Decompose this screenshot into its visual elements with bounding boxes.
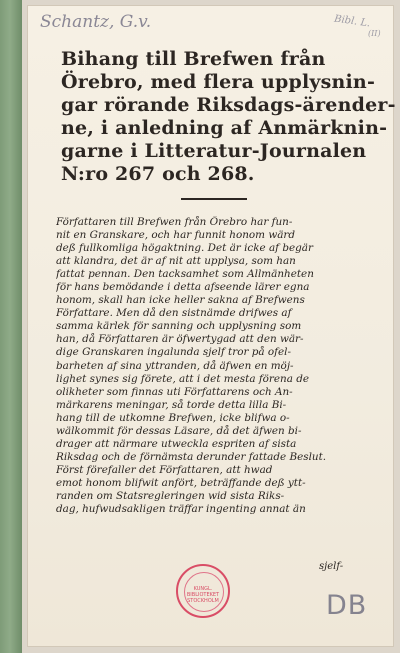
body-line: Författaren till Brefwen från Örebro har fun-	[56, 216, 293, 228]
body-line: Författare. Men då den sistnämde drifwes af	[56, 307, 292, 320]
handwritten-library-note: Bibl. L.	[333, 13, 371, 30]
handwritten-author-note: Schantz, G.v.	[40, 12, 152, 32]
title-line: ne, i anledning af Anmärknin-	[61, 117, 388, 139]
title-line: N:ro 267 och 268.	[61, 163, 255, 185]
body-line: märkarens meningar, så torde detta lilla Bi-	[56, 398, 287, 411]
body-line: honom, skall han icke heller sakna af Brefwens	[56, 294, 305, 307]
body-line: barheten af sina yttranden, då äfwen en möj-	[56, 359, 294, 372]
library-stamp-text: KUNGL. BIBLIOTEKET STOCKHOLM	[186, 586, 220, 604]
body-line: emot honom blifwit anfört, beträffande deß ytt-	[56, 476, 306, 489]
title-line: garne i Litteratur-Journalen	[61, 140, 367, 162]
title-line: gar rörande Riksdags-ärender-	[61, 94, 396, 116]
document-page	[22, 0, 400, 653]
body-line: dag, hufwudsakligen träffar ingenting annat än	[56, 503, 306, 516]
printed-sheet	[28, 6, 396, 646]
body-line: nit en Granskare, och har funnit honom wärd	[56, 229, 296, 242]
body-line: deß fullkomliga högaktning. Det är icke af begär	[56, 242, 313, 255]
body-line: drager att närmare utweckla espriten af sista	[56, 437, 297, 450]
body-line: olikheter som finnas uti Författarens och An-	[56, 385, 293, 398]
body-line: wälkommit för dessas Läsare, då det äfwen bi-	[56, 424, 302, 437]
body-line: samma kärlek för sanning och upplysning som	[56, 320, 302, 333]
body-line: för hans bemödande i detta afseende lärer egna	[56, 281, 310, 294]
title-line: Bihang till Brefwen från	[61, 48, 326, 70]
title-separator-rule	[181, 198, 247, 200]
body-line: fattat pennan. Den tacksamhet som Allmänheten	[56, 268, 314, 281]
handwritten-shelfmark: DB	[326, 590, 368, 621]
title-line: Örebro, med flera upplysnin-	[61, 71, 376, 93]
body-line: dige Granskaren ingalunda sjelf tror på ofel-	[56, 346, 291, 359]
library-stamp	[176, 564, 230, 618]
body-line: han, då Författaren är öfwertygad att den wär-	[56, 333, 304, 346]
document-body-text	[56, 216, 378, 516]
body-line: Först förefaller det Författaren, att hwad	[56, 463, 273, 476]
catchword: sjelf-	[319, 561, 344, 572]
body-line: randen om Statsregleringen wid sista Riks-	[56, 489, 285, 502]
green-paper-spine	[0, 0, 22, 653]
body-line: att klandra, det är af nit att upplysa, som han	[56, 255, 296, 268]
handwritten-library-number: (II)	[368, 29, 381, 38]
body-line: lighet synes sig förete, att i det mesta förena de	[56, 372, 310, 385]
body-line: hang till de utkomne Brefwen, icke blifwa o-	[56, 411, 290, 424]
document-title	[61, 48, 396, 186]
body-line: Riksdag och de förnämsta derunder fattade Beslut.	[56, 450, 327, 463]
